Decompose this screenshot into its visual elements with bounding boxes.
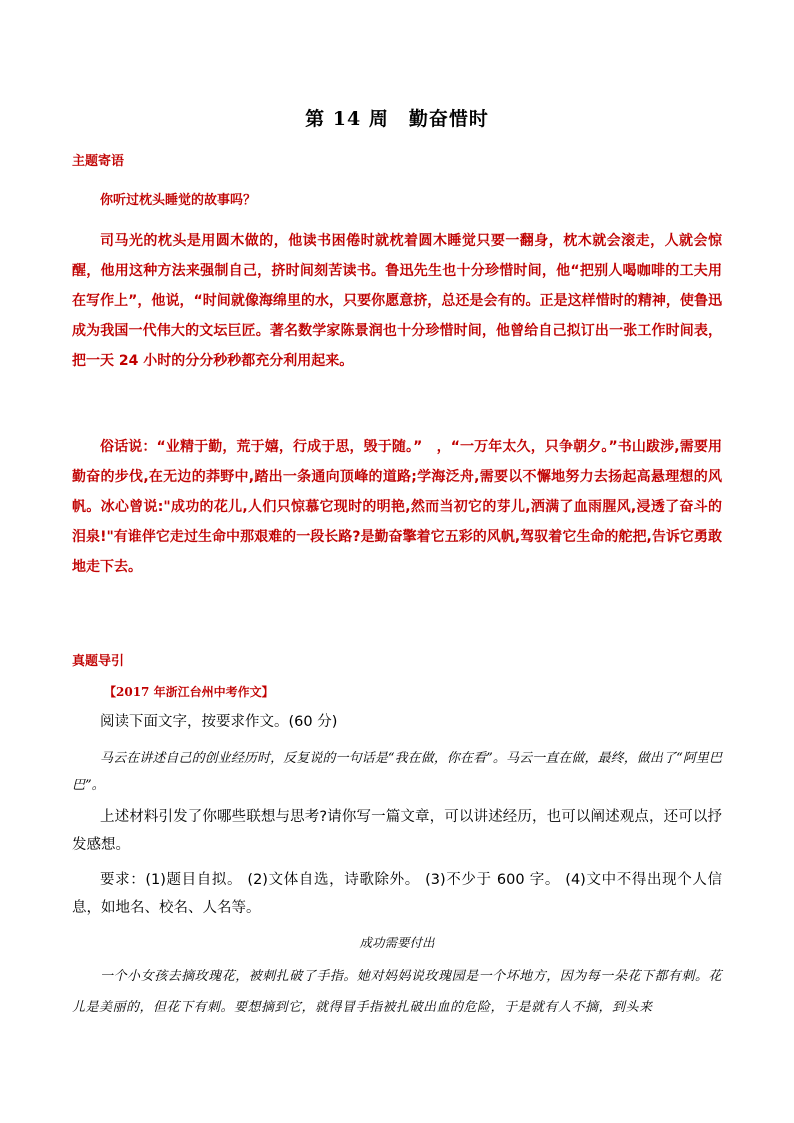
exam-prompt (72, 803, 722, 859)
exam-instruction (72, 708, 722, 736)
essay-title: 成功需要付出 (359, 935, 435, 950)
section-heading-exam: 真题导引 (72, 654, 125, 669)
theme-question: 你听过枕头睡觉的故事吗？ (100, 193, 257, 208)
theme-paragraph-2-text: 俗话说：“业精于勤，荒于嬉，行成于思，毁于随。” ，“一万年太久，只争朝夕。”书山跋涉,需要用勤奋的步伐,在无边的莽野中,踏出一条通向顶峰的道路;学海泛舟,需要以不懈地努力去扬起高悬理想的风帆。冰心曾说:"成功的花儿,人们只惊慕它现时的明艳,然而当初它的芽儿,洒满了血雨腥风,浸透了奋斗的泪泉!"有谁伴它走过生命中那艰难的一段长路?是勤奋擎着它五彩的风帆,驾驭着它生命的舵把,告诉它勇敢地走下去。 (72, 439, 722, 575)
exam-prompt-text: 上述材料引发了你哪些联想与思考?请你写一篇文章，可以讲述经历，也可以阐述观点，还可以抒发感想。 (72, 809, 722, 853)
theme-paragraph-1-text: 司马光的枕头是用圆木做的，他读书困倦时就枕着圆木睡觉只要一翻身，枕木就会滚走，人就会惊醒，他用这种方法来强制自己，挤时间刻苦读书。鲁迅先生也十分珍惜时间，他“把别人喝咖啡的工夫用在写作上”，他说，“时间就像海绵里的水，只要你愿意挤，总还是会有的。正是这样惜时的精神，使鲁迅成为我国一代伟大的文坛巨匠。著名数学家陈景润也十分珍惜时间，他曾给自己拟订出一张工作时间表，把一天 24 小时的分分秒秒都充分利用起来。 (72, 233, 722, 369)
theme-paragraph-1 (72, 226, 722, 376)
exam-instruction-text: 阅读下面文字，按要求作文。(60 分) (100, 714, 338, 730)
essay-body (72, 961, 722, 1023)
section-heading-theme: 主题寄语 (72, 154, 125, 169)
exam-requirements (72, 866, 722, 922)
theme-paragraph-2 (72, 432, 722, 582)
exam-requirements-text: 要求：(1)题目自拟。 (2)文体自选，诗歌除外。 (3)不少于 600 字。 (4)文中不得出现个人信息，如地名、校名、人名等。 (72, 872, 722, 916)
essay-paragraph: 一个小女孩去摘玫瑰花，被刺扎破了手指。她对妈妈说玫瑰园是一个坏地方，因为每一朵花下都有刺。花儿是美丽的，但花下有刺。要想摘到它，就得冒手指被扎破出血的危险，于是就有人不摘，到头来 (72, 969, 722, 1015)
exam-material-text: 马云在讲述自己的创业经历时，反复说的一句话是“我在做，你在看”。马云一直在做，最终，做出了“阿里巴巴”。 (72, 751, 722, 793)
exam-source: 【2017 年浙江台州中考作文】 (104, 685, 274, 699)
page-title: 第 14 周 勤奋惜时 (305, 108, 489, 130)
exam-material (72, 745, 722, 799)
